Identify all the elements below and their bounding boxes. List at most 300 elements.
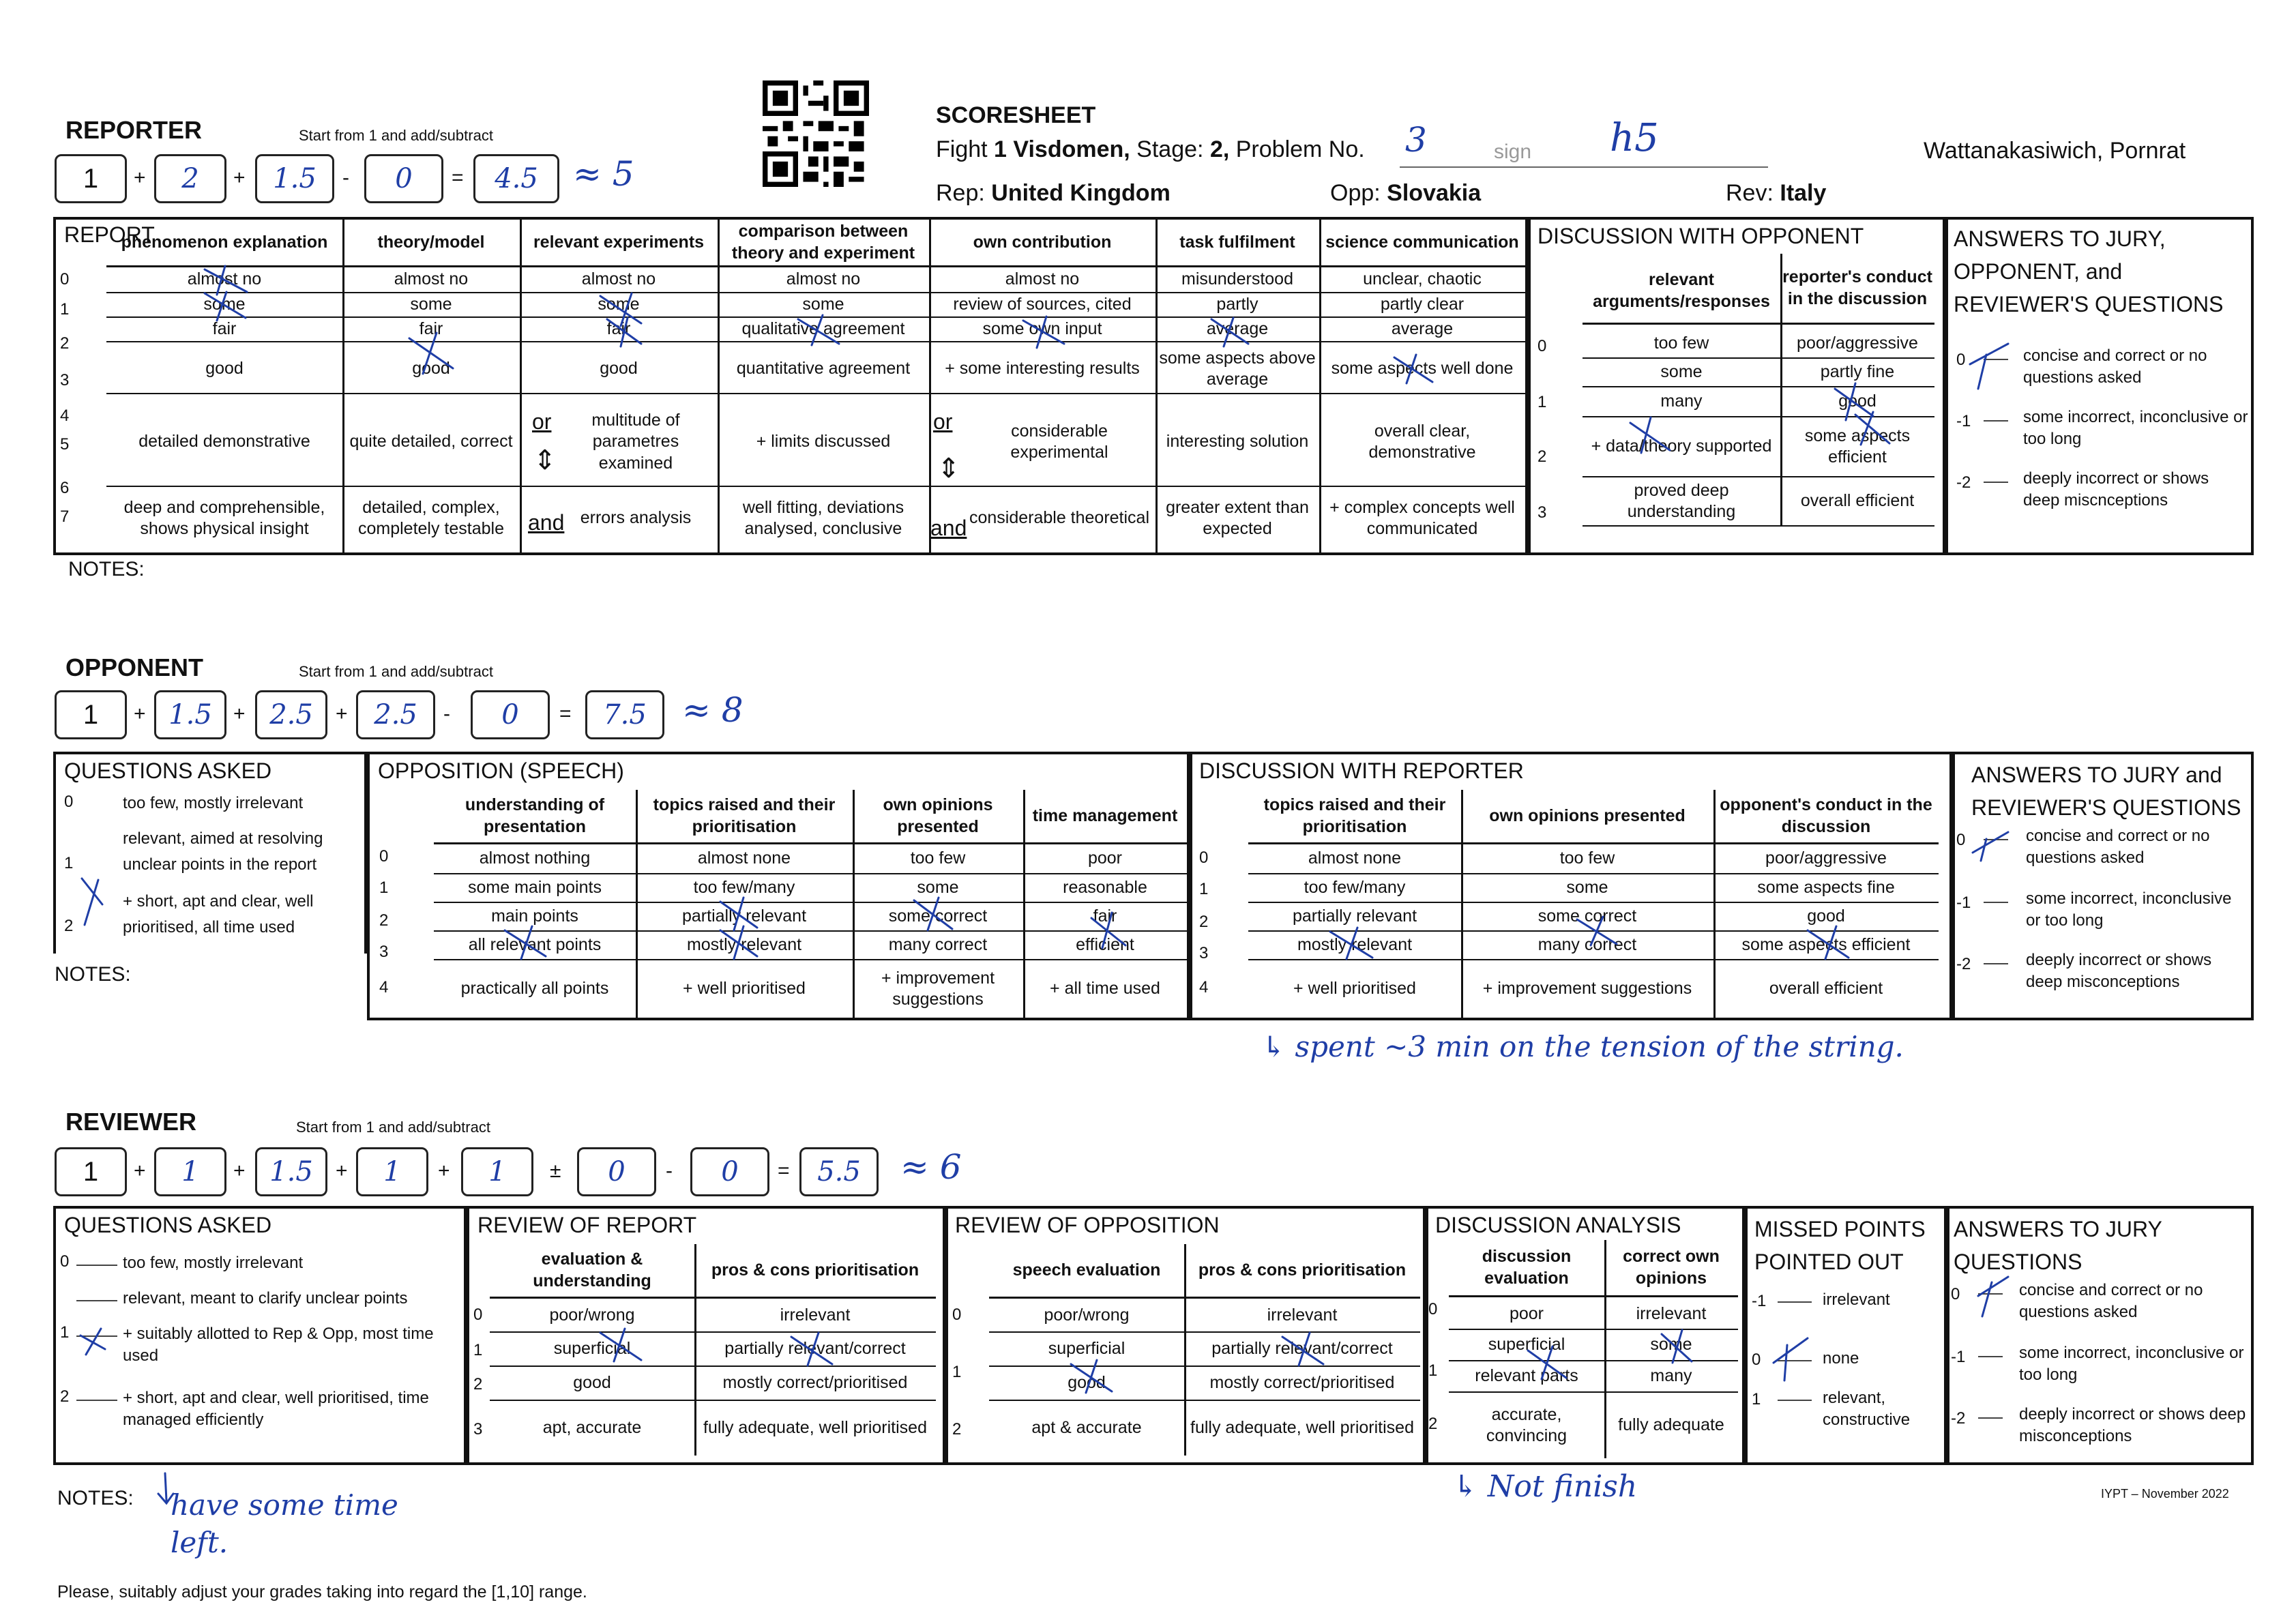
answer-score: -2	[1956, 473, 1971, 492]
report-cell[interactable]: detailed demonstrative	[138, 432, 310, 452]
equals-sign: =	[452, 166, 464, 189]
grid-cell[interactable]: poor	[1449, 1300, 1604, 1330]
missed-score: 1	[1752, 1390, 1761, 1408]
row-number: 2	[60, 334, 70, 353]
question-text[interactable]: + suitably allotted to Rep & Opp, most time used	[123, 1325, 434, 1365]
review-opposition-title: REVIEW OF OPPOSITION	[955, 1213, 1220, 1237]
check-mark	[505, 926, 546, 959]
check-mark	[1394, 355, 1432, 383]
grid-cell[interactable]: some aspects fine	[1713, 874, 1939, 903]
answer-score: -1	[1951, 1348, 1966, 1366]
report-cell[interactable]: deep and comprehensible, shows physical insight	[123, 497, 325, 538]
question-score: 0	[60, 1252, 70, 1271]
problem-label: Problem No.	[1235, 136, 1365, 162]
grid-cell[interactable]: some aspects efficient	[1713, 932, 1939, 960]
check-mark	[205, 266, 247, 295]
row-number: 0	[952, 1305, 962, 1324]
report-cell[interactable]: some aspects well done	[1331, 359, 1514, 379]
grid-cell[interactable]: almost none	[636, 844, 853, 874]
grid-cell[interactable]: + improvement suggestions	[881, 968, 995, 1009]
reviewer-questions-title: QUESTIONS ASKED	[64, 1213, 272, 1237]
discussion-cell[interactable]: proved deep understanding	[1583, 477, 1780, 527]
grid-cell[interactable]: relevant parts	[1449, 1361, 1604, 1393]
reviewer-rounded: ≈ 6	[900, 1147, 962, 1187]
report-cell[interactable]: almost no	[342, 267, 520, 293]
grid-cell[interactable]: mostly relevant	[1248, 932, 1461, 960]
row-number: 0	[1537, 337, 1547, 355]
grid-column-header: evaluation & understanding	[490, 1244, 694, 1299]
grid-cell[interactable]: superficial	[989, 1333, 1184, 1367]
report-column-header: theory/model	[342, 220, 520, 267]
arrow-icon	[158, 1473, 173, 1503]
grid-cell[interactable]: good	[989, 1367, 1184, 1401]
row-number: 0	[379, 847, 389, 866]
report-cell[interactable]: + some interesting results	[945, 359, 1140, 379]
grid-cell[interactable]: irrelevant	[694, 1300, 936, 1333]
row-number: 0	[60, 270, 70, 289]
answer-score: 0	[1956, 351, 1966, 369]
grid-column-header: topics raised and their prioritisation	[1248, 790, 1461, 844]
check-mark	[1282, 1333, 1323, 1365]
grid-column-header: correct own opinions	[1604, 1240, 1738, 1297]
row-number: 1	[60, 300, 70, 319]
grid-cell[interactable]: mostly correct/prioritised	[694, 1367, 936, 1401]
check-mark	[1970, 344, 2008, 389]
discussion-cell[interactable]: many	[1583, 387, 1780, 417]
grid-cell[interactable]: some correct	[853, 903, 1023, 932]
check-mark	[1528, 1346, 1566, 1379]
report-cell[interactable]: well fitting, deviations analysed, conclusive	[742, 497, 904, 538]
check-mark	[720, 898, 757, 930]
grid-cell[interactable]: partially relevant	[1248, 903, 1461, 932]
plus-sign: +	[134, 166, 146, 189]
review-report-title: REVIEW OF REPORT	[477, 1213, 697, 1237]
report-cell[interactable]: considerable experimental	[1010, 421, 1108, 462]
grid-cell[interactable]: superficial	[1449, 1330, 1604, 1361]
grid-cell[interactable]: too few	[1461, 844, 1713, 874]
fight-value: 1 Visdomen,	[994, 136, 1130, 162]
grid-cell[interactable]: superficial	[490, 1333, 694, 1367]
grid-cell[interactable]: partially relevant/correct	[1184, 1333, 1420, 1367]
reporter-notes-label: NOTES:	[68, 558, 145, 580]
report-column-header: science communication	[1319, 220, 1525, 267]
discussion-cell[interactable]: overall efficient	[1780, 477, 1934, 527]
reporter-total[interactable]: 4.5	[473, 154, 559, 203]
row-number: 0	[473, 1305, 483, 1324]
report-cell[interactable]: interesting solution	[1166, 432, 1309, 452]
report-cell[interactable]: almost no	[929, 267, 1156, 293]
check-mark	[1662, 1330, 1692, 1363]
question-text[interactable]: relevant, meant to clarify unclear points	[123, 1289, 408, 1308]
check-mark	[607, 318, 641, 346]
row-number: 1	[952, 1363, 962, 1381]
missed-points-title: MISSED POINTS POINTED OUT	[1754, 1217, 1926, 1274]
grid-cell[interactable]: reasonable	[1023, 874, 1187, 903]
row-number: 4	[379, 978, 389, 996]
problem-number: 3	[1405, 120, 1427, 160]
report-cell[interactable]: qualitative agreement	[718, 318, 929, 342]
missed-text[interactable]: irrelevant	[1823, 1290, 1890, 1309]
grid-column-header: pros & cons prioritisation	[1184, 1244, 1420, 1299]
answer-text[interactable]: concise and correct or no questions asked	[2019, 1281, 2203, 1322]
or-label: or	[933, 409, 953, 434]
reviewer-hand-note-2: ↳ Not finish	[1453, 1469, 1638, 1504]
answer-text[interactable]: deeply incorrect or shows deep misconceptions	[2019, 1405, 2246, 1446]
question-text[interactable]: too few, mostly irrelevant	[123, 794, 304, 812]
reviewer-score-4[interactable]: 1	[461, 1147, 533, 1196]
grid-cell[interactable]: efficient	[1023, 932, 1187, 960]
discussion-cell[interactable]: some	[1583, 359, 1780, 387]
row-number: 4	[1199, 978, 1209, 996]
row-number: 2	[952, 1420, 962, 1438]
grid-cell[interactable]: too few	[853, 844, 1023, 874]
opponent-score-3[interactable]: 2.5	[356, 690, 435, 739]
grid-cell[interactable]: too few/many	[1248, 874, 1461, 903]
opponent-total[interactable]: 7.5	[585, 690, 664, 739]
updown-arrow-icon: ⇕	[533, 445, 557, 475]
equals-sign: =	[778, 1160, 790, 1182]
grid-cell[interactable]: some main points	[434, 874, 636, 903]
grid-cell[interactable]: too few/many	[636, 874, 853, 903]
answer-score: -1	[1956, 412, 1971, 430]
row-number: 0	[1199, 848, 1209, 867]
answer-text[interactable]: deeply incorrect or shows deep misconceptions	[2026, 951, 2212, 992]
report-cell[interactable]: average	[1319, 318, 1525, 342]
reviewer-score-5[interactable]: 0	[577, 1147, 656, 1196]
answer-text[interactable]: some incorrect, inconclusive or too long	[2019, 1344, 2244, 1385]
grid-cell[interactable]: poor/wrong	[490, 1300, 694, 1333]
discussion-cell[interactable]: partly fine	[1780, 359, 1934, 387]
reviewer-score-2[interactable]: 1.5	[255, 1147, 327, 1196]
reporter-title: REPORTER	[65, 116, 203, 144]
question-text[interactable]: too few, mostly irrelevant	[123, 1254, 304, 1272]
report-cell[interactable]: fair	[342, 318, 520, 342]
row-number: 2	[1428, 1415, 1438, 1433]
answer-score: -2	[1956, 955, 1971, 973]
plus-sign: +	[336, 1160, 348, 1182]
check-mark	[1577, 917, 1617, 945]
grid-cell[interactable]: mostly correct/prioritised	[1184, 1367, 1420, 1401]
reviewer-title: REVIEWER	[65, 1108, 197, 1136]
answer-score: -1	[1956, 894, 1971, 912]
check-mark	[1978, 1277, 2008, 1316]
grid-cell[interactable]: good	[1713, 903, 1939, 932]
discussion-header: reporter's conduct in the discussion	[1780, 254, 1934, 325]
question-text[interactable]: unclear points in the report	[123, 855, 317, 874]
report-cell[interactable]: some	[342, 293, 520, 318]
check-mark	[600, 1329, 641, 1361]
grid-cell[interactable]: all relevant points	[434, 932, 636, 960]
plusminus-sign: ±	[550, 1160, 561, 1182]
juror-name: Wattanakasiwich, Pornrat	[1924, 138, 2186, 164]
plus-sign: +	[233, 703, 246, 725]
check-mark	[82, 879, 102, 925]
question-score: 2	[64, 917, 74, 935]
reporter-discussion-title: DISCUSSION WITH OPPONENT	[1537, 224, 1864, 248]
reporter-rounded: ≈ 5	[573, 154, 634, 194]
opponent-hand-note: ↳ spent ~3 min on the tension of the string.	[1262, 1030, 1904, 1063]
row-number: 2	[379, 911, 389, 930]
missed-text[interactable]: none	[1823, 1349, 1859, 1368]
reviewer-start-note: Start from 1 and add/subtract	[296, 1119, 490, 1136]
missed-text[interactable]: relevant, constructive	[1823, 1389, 1911, 1430]
report-cell[interactable]: errors analysis	[580, 508, 692, 528]
footer-credit: IYPT – November 2022	[2101, 1487, 2229, 1501]
check-mark	[1855, 412, 1889, 445]
grid-column-header: opponent's conduct in the discussion	[1713, 790, 1939, 844]
grid-cell[interactable]: almost nothing	[434, 844, 636, 874]
grid-column-header: own opinions presented	[1461, 790, 1713, 844]
report-cell[interactable]: some	[718, 293, 929, 318]
grid-cell[interactable]: apt & accurate	[1031, 1418, 1142, 1438]
signature: h5	[1610, 116, 1659, 160]
report-cell[interactable]: some aspects above average	[1159, 348, 1316, 389]
minus-sign: -	[443, 703, 450, 725]
and-label: and	[930, 516, 967, 540]
question-score: 1	[64, 854, 74, 872]
grid-cell[interactable]: poor/aggressive	[1713, 844, 1939, 874]
opponent-score-4[interactable]: 0	[471, 690, 550, 739]
report-column-header: relevant experiments	[520, 220, 718, 267]
reviewer-base-box: 1	[55, 1147, 127, 1196]
opponent-title: OPPONENT	[65, 653, 204, 681]
missed-score: -1	[1752, 1292, 1767, 1310]
report-title: REPORT	[64, 222, 155, 247]
report-cell[interactable]: average	[1156, 318, 1319, 342]
report-cell[interactable]: good	[600, 359, 638, 379]
stage-value: 2,	[1209, 136, 1230, 162]
check-mark	[791, 1333, 832, 1365]
report-cell[interactable]: quite detailed, correct	[349, 432, 513, 452]
grid-cell[interactable]: good	[490, 1367, 694, 1401]
grid-cell[interactable]: irrelevant	[1604, 1300, 1738, 1330]
plus-sign: +	[134, 703, 146, 725]
question-text[interactable]: prioritised, all time used	[123, 918, 295, 936]
row-number: 1	[1199, 880, 1209, 898]
grid-cell[interactable]: practically all points	[460, 979, 609, 999]
grid-cell[interactable]: + well prioritised	[1293, 979, 1416, 999]
reviewer-score-1[interactable]: 1	[154, 1147, 226, 1196]
grid-column-header: speech evaluation	[989, 1244, 1184, 1299]
grid-cell[interactable]: fully adequate, well prioritised	[1190, 1418, 1414, 1438]
grid-cell[interactable]: poor	[1023, 844, 1187, 874]
report-cell[interactable]: some own input	[929, 318, 1156, 342]
grid-cell[interactable]: mostly relevant	[636, 932, 853, 960]
report-cell[interactable]: unclear, chaotic	[1319, 267, 1525, 293]
report-cell[interactable]: good	[412, 359, 450, 379]
report-cell[interactable]: overall clear, demonstrative	[1368, 421, 1476, 462]
opponent-rounded: ≈ 8	[682, 690, 744, 730]
missed-score: 0	[1752, 1350, 1761, 1369]
report-column-header: own contribution	[929, 220, 1156, 267]
row-number: 3	[379, 943, 389, 961]
report-cell[interactable]: multitude of parametres examined	[591, 411, 680, 473]
report-cell[interactable]: detailed, complex, completely testable	[357, 497, 504, 538]
report-cell[interactable]: almost no	[520, 267, 718, 293]
report-cell[interactable]: partly clear	[1319, 293, 1525, 318]
plus-sign: +	[336, 703, 348, 725]
report-cell[interactable]: partly	[1156, 293, 1319, 318]
row-number: 7	[60, 507, 70, 526]
reviewer-score-6[interactable]: 0	[690, 1147, 769, 1196]
grid-cell[interactable]: irrelevant	[1184, 1300, 1420, 1333]
row-number: 3	[60, 371, 70, 389]
reviewer-notes-label: NOTES:	[57, 1487, 134, 1509]
opponent-answers-title: ANSWERS TO JURY and REVIEWER'S QUESTIONS	[1971, 763, 2241, 820]
rev-line: Rev: Italy	[1726, 180, 1827, 206]
grid-cell[interactable]: fair	[1023, 903, 1187, 932]
reporter-score-3[interactable]: 0	[364, 154, 443, 203]
grid-column-header: discussion evaluation	[1449, 1240, 1604, 1297]
report-cell[interactable]: + complex concepts well communicated	[1329, 497, 1515, 538]
opponent-score-2[interactable]: 2.5	[255, 690, 327, 739]
grid-column-header: pros & cons prioritisation	[694, 1244, 936, 1299]
report-cell[interactable]: considerable theoretical	[969, 508, 1150, 528]
grid-cell[interactable]: partially relevant/correct	[694, 1333, 936, 1367]
report-cell[interactable]: misunderstood	[1156, 267, 1319, 293]
discussion-cell[interactable]: good	[1780, 387, 1934, 417]
grid-cell[interactable]: accurate, convincing	[1486, 1404, 1568, 1445]
reporter-score-1[interactable]: 2	[154, 154, 226, 203]
grid-cell[interactable]: + improvement suggestions	[1482, 979, 1692, 999]
check-mark	[1023, 316, 1064, 348]
row-number: 1	[379, 879, 389, 897]
check-mark	[720, 926, 757, 959]
grid-cell[interactable]: fully adequate	[1618, 1415, 1724, 1435]
grid-cell[interactable]: some	[1461, 874, 1713, 903]
opponent-base-box: 1	[55, 690, 127, 739]
grid-column-header: own opinions presented	[853, 790, 1023, 844]
reporter-score-2[interactable]: 1.5	[255, 154, 334, 203]
grid-cell[interactable]: + all time used	[1050, 979, 1160, 999]
grid-cell[interactable]: main points	[434, 903, 636, 932]
check-mark	[1211, 318, 1248, 346]
updown-arrow-icon: ⇕	[937, 454, 960, 484]
footer-note: Please, suitably adjust your grades taking into regard the [1,10] range.	[57, 1582, 587, 1601]
report-cell[interactable]: almost no	[106, 267, 342, 293]
discussion-cell[interactable]: + data/theory supported	[1583, 417, 1780, 477]
grid-column-header: time management	[1023, 790, 1187, 844]
or-label: or	[532, 409, 552, 434]
answer-text[interactable]: concise and correct or no questions asked	[2023, 346, 2207, 387]
report-cell[interactable]: fair	[106, 318, 342, 342]
row-number: 3	[473, 1420, 483, 1438]
stage-label: Stage:	[1136, 136, 1204, 162]
reporter-base-box: 1	[55, 154, 127, 203]
check-mark	[1630, 417, 1670, 453]
opponent-score-1[interactable]: 1.5	[154, 690, 226, 739]
grid-cell[interactable]: some	[1604, 1330, 1738, 1361]
fight-label: Fight	[936, 136, 988, 162]
answer-text[interactable]: some incorrect, inconclusive or too long	[2026, 889, 2232, 930]
reviewer-total[interactable]: 5.5	[799, 1147, 879, 1196]
grid-cell[interactable]: some	[853, 874, 1023, 903]
check-mark	[1773, 1338, 1808, 1381]
reviewer-score-3[interactable]: 1	[356, 1147, 428, 1196]
report-cell[interactable]: review of sources, cited	[929, 293, 1156, 318]
plus-sign: +	[134, 1160, 146, 1182]
report-cell[interactable]: almost no	[718, 267, 929, 293]
report-column-header: comparison between theory and experiment	[718, 220, 929, 267]
check-mark	[409, 333, 453, 374]
grid-cell[interactable]: many correct	[1461, 932, 1713, 960]
question-text[interactable]: relevant, aimed at resolving	[123, 829, 323, 848]
minus-sign: -	[342, 166, 349, 189]
report-cell[interactable]: some	[106, 293, 342, 318]
answer-text[interactable]: concise and correct or no questions asked	[2026, 827, 2210, 868]
grid-cell[interactable]: partially relevant	[636, 903, 853, 932]
reporter-start-note: Start from 1 and add/subtract	[299, 127, 493, 144]
plus-sign: +	[233, 166, 246, 189]
grid-cell[interactable]: fully adequate, well prioritised	[703, 1418, 927, 1438]
scoresheet-title: SCORESHEET	[936, 102, 1096, 128]
answer-text[interactable]: some incorrect, inconclusive or too long	[2023, 408, 2248, 449]
opponent-start-note: Start from 1 and add/subtract	[299, 663, 493, 680]
grid-cell[interactable]: apt, accurate	[542, 1418, 642, 1438]
row-number: 1	[1537, 393, 1547, 411]
discussion-cell[interactable]: poor/aggressive	[1780, 330, 1934, 359]
report-cell[interactable]: quantitative agreement	[736, 359, 911, 379]
plus-sign: +	[233, 1160, 246, 1182]
row-number: 6	[60, 479, 70, 497]
row-number: 0	[1428, 1300, 1438, 1318]
answer-score: -2	[1951, 1409, 1966, 1428]
check-mark	[600, 293, 641, 326]
answer-score: 0	[1951, 1285, 1960, 1303]
report-column-header: phenomenon explanation	[106, 220, 342, 267]
grid-cell[interactable]: many	[1604, 1361, 1738, 1393]
question-score: 0	[64, 793, 74, 811]
answer-score: 0	[1956, 831, 1966, 849]
opponent-notes-label: NOTES:	[55, 963, 131, 986]
grid-cell[interactable]: some correct	[1461, 903, 1713, 932]
rep-line: Rep: United Kingdom	[936, 180, 1171, 206]
grid-cell[interactable]: overall efficient	[1769, 979, 1883, 999]
answer-text[interactable]: deeply incorrect or shows deep miscnceptions	[2023, 469, 2209, 510]
discussion-cell[interactable]: some aspects efficient	[1780, 417, 1934, 477]
question-text[interactable]: + short, apt and clear, well prioritised, time managed efficiently	[123, 1389, 429, 1430]
grid-column-header: understanding of presentation	[434, 790, 636, 844]
and-label: and	[528, 510, 565, 535]
opponent-questions-title: QUESTIONS ASKED	[64, 758, 272, 783]
grid-cell[interactable]: many correct	[853, 932, 1023, 960]
minus-sign: -	[666, 1160, 673, 1182]
opponent-discussion-title: DISCUSSION WITH REPORTER	[1199, 758, 1524, 783]
check-mark	[1330, 928, 1372, 959]
check-mark	[798, 315, 839, 345]
grid-cell[interactable]: almost none	[1248, 844, 1461, 874]
discussion-cell[interactable]: too few	[1583, 330, 1780, 359]
grid-column-header: topics raised and their prioritisation	[636, 790, 853, 844]
discussion-analysis-title: DISCUSSION ANALYSIS	[1435, 1213, 1681, 1237]
row-number: 2	[1537, 447, 1547, 466]
report-cell[interactable]: + limits discussed	[756, 432, 891, 452]
report-cell[interactable]: fair	[520, 318, 718, 342]
question-text[interactable]: + short, apt and clear, well	[123, 892, 314, 911]
reporter-answers-title: ANSWERS TO JURY, OPPONENT, and REVIEWER'S QUESTIONS	[1954, 226, 2224, 316]
report-cell[interactable]: some	[520, 293, 718, 318]
grid-cell[interactable]: poor/wrong	[989, 1300, 1184, 1333]
check-mark	[1973, 832, 2008, 861]
grid-cell[interactable]: + well prioritised	[683, 979, 806, 999]
report-cell[interactable]: good	[205, 359, 244, 379]
row-number: 4	[60, 407, 70, 425]
check-mark	[1808, 926, 1849, 959]
row-number: 1	[1428, 1361, 1438, 1380]
report-column-header: task fulfilment	[1156, 220, 1319, 267]
report-cell[interactable]: greater extent than expected	[1166, 497, 1309, 538]
row-number: 3	[1537, 503, 1547, 522]
